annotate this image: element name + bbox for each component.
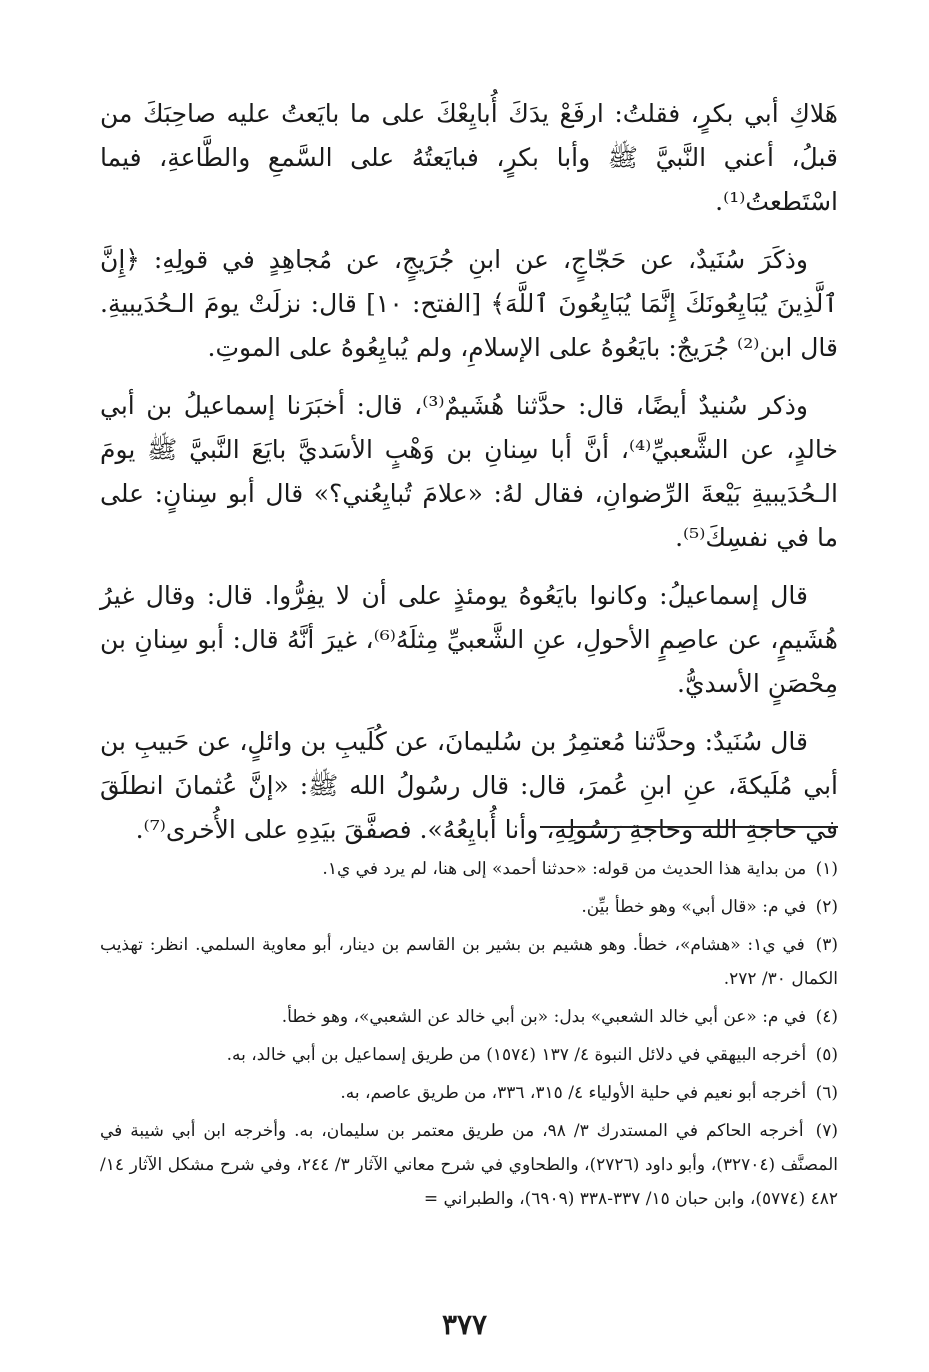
footnote-number: (٣) [815,935,839,955]
footnote-text: أخرجه البيهقي في دلائل النبوة ٤/ ١٣٧ (١٥٧٤) من طريق إسماعيل بن أبي خالد، به. [226,1045,807,1065]
footnote-text: من بداية هذا الحديث من قوله: «حدثنا أحمد» إلى هنا، لم يرد في ي١. [322,859,807,879]
paragraph-3: وذكر سُنيدٌ أيضًا، قال: حدَّثنا هُشَيمٌ⁽³⁾، قال: أخبَرَنا إسماعيلُ بن أبي خالدٍ، عن الشَّعبيِّ⁽⁴⁾، أنَّ أبا سِنانِ بن وَهْبٍ الأسَديَّ بايَعَ النَّبيَّ ﷺ يومَ الـحُدَيبيةِ بَيْعةَ الرِّضوانِ، فقال لهُ: «علامَ تُبايِعُني؟» قال أبو سِنانٍ: على ما في نفسِكَ⁽⁵⁾. [100,391,838,552]
footnote-3 [100,928,838,996]
footnote-5 [100,1038,838,1072]
footnote-number: (٧) [815,1121,839,1141]
footnote-number: (٢) [815,897,838,917]
footnote-text: أخرجه الحاكم في المستدرك ٣/ ٩٨، من طريق معتمر بن سليمان، به. وأخرجه ابن أبي شيبة في المصنَّف (٣٢٧٠٤)، وأبو داود (٢٧٢٦)، والطحاوي في شرح معاني الآثار ٣/ ٢٤٤، وفي شرح مشكل الآثار ١٤/ ٤٨٢ (٥٧٧٤)، وابن حبان ١٥/ ٣٣٧-٣٣٨ (٦٩٠٩)، والطبراني = [100,1121,838,1209]
main-text [100,92,838,866]
paragraph-2: وذكَرَ سُنَيدٌ، عن حَجّاجٍ، عن ابنِ جُرَيجٍ، عن مُجاهِدٍ في قولِهِ: ﴿إِنَّ ٱلَّذِينَ يُبَايِعُونَكَ إِنَّمَا يُبَايِعُونَ ٱللَّهَ﴾ [الفتح: ١٠] قال: نزلَتْ يومَ الـحُدَيبيةِ. قال ابن⁽²⁾ جُرَيجٌ: بايَعُوهُ على الإسلامِ، ولم يُبايِعُوهُ على الموتِ. [100,245,838,362]
paragraph-1: هَلاكِ أبي بكرٍ، فقلتُ: ارفَعْ يدَكَ أُبايِعْكَ على ما بايَعتُ عليه صاحِبَكَ من قبلُ، أعني النَّبيَّ ﷺ وأبا بكرٍ، فبايَعتُهُ على السَّمعِ والطَّاعةِ، فيما اسْتَطعتُ⁽¹⁾. [100,99,838,216]
paragraph-5: قال سُنَيدٌ: وحدَّثنا مُعتمِرُ بن سُليمانَ، عن كُلَيبِ بن وائلٍ، عن حَبيبِ بن أبي مُلَيكةَ، عنِ ابنِ عُمرَ، قال: قال رسُولُ الله ﷺ: «إنَّ عُثمانَ انطلَقَ في حاجةِ الله وحاجةِ رَسُولِهِ، وأنا أُبايِعُهُ». فصفَّقَ بيَدِهِ على الأُخرى⁽⁷⁾. [100,727,838,844]
paragraph-4: قال إسماعيلُ: وكانوا بايَعُوهُ يومئذٍ على أن لا يفِرُّوا. قال: وقال غيرُ هُشَيمٍ، عن عاصِمٍ الأحولِ، عنِ الشَّعبيِّ مِثلَهُ⁽⁶⁾، غيرَ أنَّهُ قال: أبو سِنانِ بن مِحْصَنٍ الأسديُّ. [100,581,838,698]
footnotes [100,852,838,1220]
footnote-2 [100,890,838,924]
footnote-text: في ي١: «هشام»، خطأ. وهو هشيم بن بشير بن القاسم بن دينار، أبو معاوية السلمي. انظر: تهذيب الكمال ٣٠/ ٢٧٢. [100,935,838,989]
footnote-divider [540,826,838,828]
footnote-6 [100,1076,838,1110]
footnote-text: أخرجه أبو نعيم في حلية الأولياء ٤/ ٣١٥، ٣٣٦، من طريق عاصم، به. [340,1083,807,1103]
footnote-number: (٤) [815,1007,838,1027]
page-number: ٣٧٧ [441,1308,488,1341]
footnote-number: (٥) [815,1045,838,1065]
footnote-number: (٦) [815,1083,838,1103]
footnote-text: في م: «عن أبي خالد الشعبي» بدل: «بن أبي خالد عن الشعبي»، وهو خطأ. [281,1007,807,1027]
footnote-7 [100,1114,838,1216]
footnote-number: (١) [815,859,838,879]
footnote-1 [100,852,838,886]
footnote-text: في م: «قال أبي» وهو خطأ بيِّن. [581,897,807,917]
footnote-4 [100,1000,838,1034]
